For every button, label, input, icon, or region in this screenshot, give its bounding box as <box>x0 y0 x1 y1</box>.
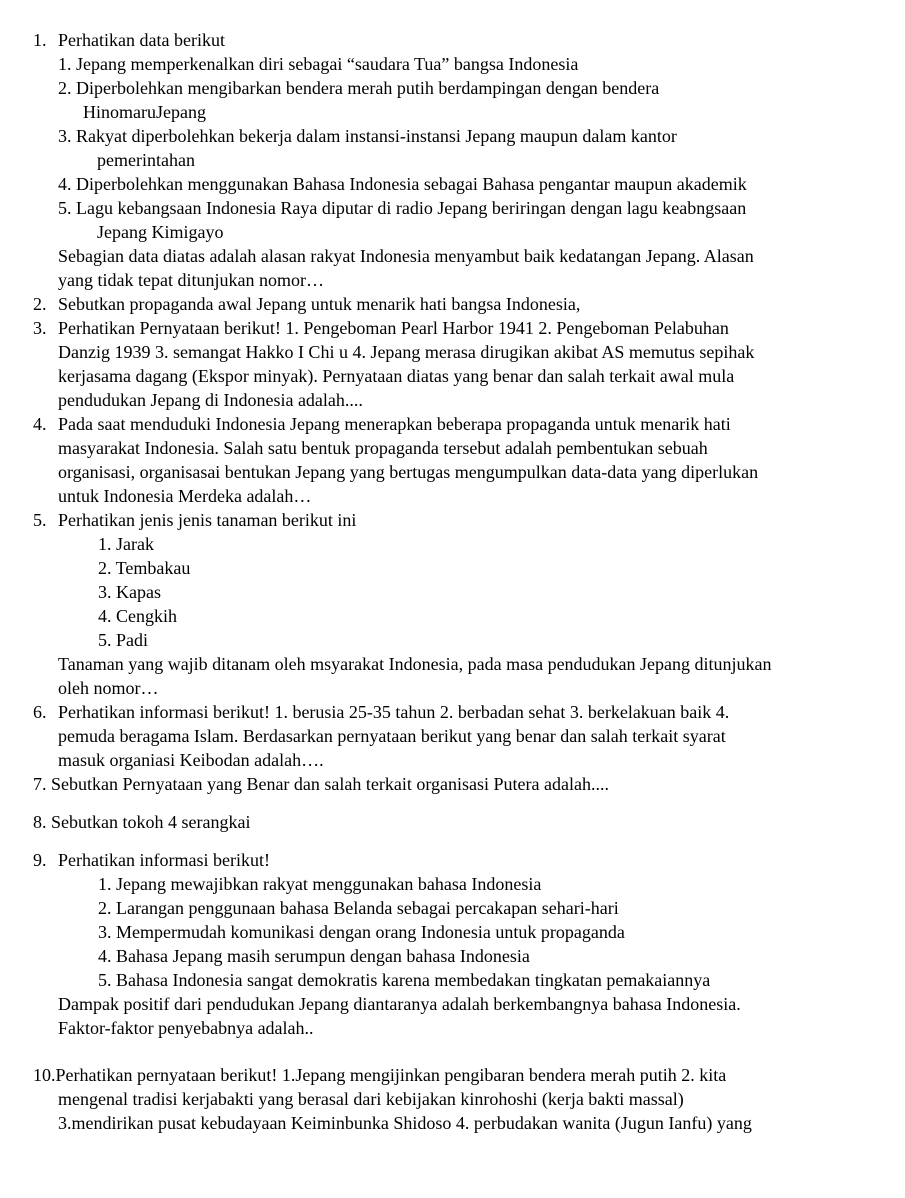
q6-text: Perhatikan informasi berikut! 1. berusia 25-35 tahun 2. berbadan sehat 3. berkelakuan baik 4. <box>58 702 730 722</box>
q1-item: 2. Diperbolehkan mengibarkan bendera merah putih berdampingan dengan bendera <box>58 78 660 98</box>
q3-text: Danzig 1939 3. semangat Hakko I Chi u 4. Jepang merasa dirugikan akibat AS memutus sepihak <box>58 342 755 362</box>
q7-text: 7. Sebutkan Pernyataan yang Benar dan salah terkait organisasi Putera adalah.... <box>33 774 609 794</box>
q4-text: Pada saat menduduki Indonesia Jepang menerapkan beberapa propaganda untuk menarik hati <box>58 414 731 434</box>
q1-question: yang tidak tepat ditunjukan nomor… <box>58 270 324 290</box>
q5-number: 5. <box>33 510 47 530</box>
q6-text: masuk organiasi Keibodan adalah…. <box>58 750 324 770</box>
q9-item: 3. Mempermudah komunikasi dengan orang Indonesia untuk propaganda <box>98 922 625 942</box>
q5-item: 4. Cengkih <box>98 606 177 626</box>
q4-text: untuk Indonesia Merdeka adalah… <box>58 486 312 506</box>
q5-item: 1. Jarak <box>98 534 154 554</box>
q2-number: 2. <box>33 294 47 314</box>
q6-number: 6. <box>33 702 47 722</box>
q9-item: 5. Bahasa Indonesia sangat demokratis karena membedakan tingkatan pemakaiannya <box>98 970 711 990</box>
q3-text: pendudukan Jepang di Indonesia adalah.... <box>58 390 363 410</box>
q1-item: 4. Diperbolehkan menggunakan Bahasa Indonesia sebagai Bahasa pengantar maupun akademik <box>58 174 747 194</box>
q10-text: mengenal tradisi kerjabakti yang berasal dari kebijakan kinrohoshi (kerja bakti massal) <box>58 1089 684 1109</box>
q5-item: 2. Tembakau <box>98 558 191 578</box>
q9-question: Dampak positif dari pendudukan Jepang diantaranya adalah berkembangnya bahasa Indonesia. <box>58 994 741 1014</box>
q9-question: Faktor-faktor penyebabnya adalah.. <box>58 1018 314 1038</box>
q1-item-cont: HinomaruJepang <box>83 102 206 122</box>
q8-text: 8. Sebutkan tokoh 4 serangkai <box>33 812 251 832</box>
q4-number: 4. <box>33 414 47 434</box>
q1-title: Perhatikan data berikut <box>58 30 225 50</box>
q9-title: Perhatikan informasi berikut! <box>58 850 270 870</box>
q2-text: Sebutkan propaganda awal Jepang untuk menarik hati bangsa Indonesia, <box>58 294 581 314</box>
q1-number: 1. <box>33 30 47 50</box>
q1-item: 5. Lagu kebangsaan Indonesia Raya diputar di radio Jepang beriringan dengan lagu keabngsaan <box>58 198 747 218</box>
q5-question: oleh nomor… <box>58 678 159 698</box>
q5-item: 3. Kapas <box>98 582 161 602</box>
q1-item: 3. Rakyat diperbolehkan bekerja dalam instansi-instansi Jepang maupun dalam kantor <box>58 126 677 146</box>
q3-text: Perhatikan Pernyataan berikut! 1. Pengeboman Pearl Harbor 1941 2. Pengeboman Pelabuhan <box>58 318 729 338</box>
q10-text: 10.Perhatikan pernyataan berikut! 1.Jepang mengijinkan pengibaran bendera merah putih 2. kita <box>33 1065 727 1085</box>
q1-item-cont: pemerintahan <box>97 150 195 170</box>
q10-text: 3.mendirikan pusat kebudayaan Keiminbunka Shidoso 4. perbudakan wanita (Jugun Ianfu) yang <box>58 1113 752 1133</box>
q1-item: 1. Jepang memperkenalkan diri sebagai “saudara Tua” bangsa Indonesia <box>58 54 579 74</box>
q9-item: 2. Larangan penggunaan bahasa Belanda sebagai percakapan sehari-hari <box>98 898 619 918</box>
q4-text: organisasi, organisasai bentukan Jepang yang bertugas mengumpulkan data-data yang diperlukan <box>58 462 759 482</box>
q3-text: kerjasama dagang (Ekspor minyak). Pernyataan diatas yang benar dan salah terkait awal mula <box>58 366 735 386</box>
q5-item: 5. Padi <box>98 630 149 650</box>
q4-text: masyarakat Indonesia. Salah satu bentuk propaganda tersebut adalah pembentukan sebuah <box>58 438 708 458</box>
q5-title: Perhatikan jenis jenis tanaman berikut ini <box>58 510 357 530</box>
q3-number: 3. <box>33 318 47 338</box>
q1-question: Sebagian data diatas adalah alasan rakyat Indonesia menyambut baik kedatangan Jepang. Alasan <box>58 246 754 266</box>
q5-question: Tanaman yang wajib ditanam oleh msyarakat Indonesia, pada masa pendudukan Jepang ditunjukan <box>58 654 772 674</box>
q9-number: 9. <box>33 850 47 870</box>
q6-text: pemuda beragama Islam. Berdasarkan pernyataan berikut yang benar dan salah terkait syarat <box>58 726 726 746</box>
q9-item: 1. Jepang mewajibkan rakyat menggunakan bahasa Indonesia <box>98 874 542 894</box>
q9-item: 4. Bahasa Jepang masih serumpun dengan bahasa Indonesia <box>98 946 530 966</box>
q1-item-cont: Jepang Kimigayo <box>97 222 224 242</box>
